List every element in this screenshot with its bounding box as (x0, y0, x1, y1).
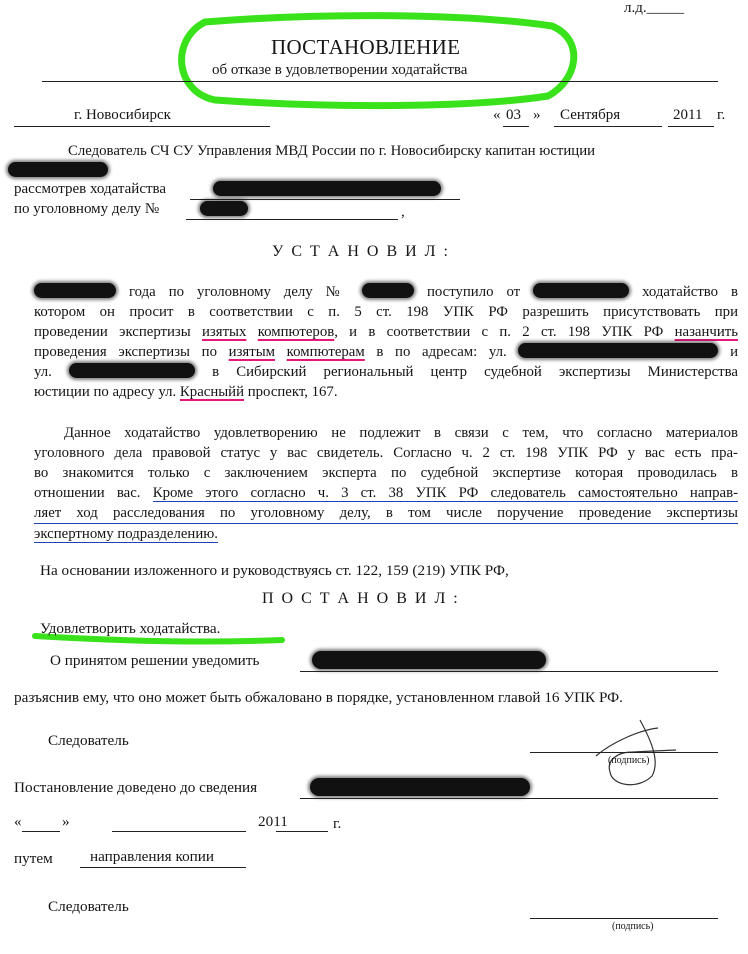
bottom-date-quote-open: « (14, 813, 22, 830)
bottom-date-day-underline (22, 831, 60, 832)
by-means-value: направления копии (90, 848, 215, 865)
redaction-notify-name (312, 651, 546, 672)
notify-underline (300, 671, 718, 672)
section-decided: П О С Т А Н О В И Л : (262, 590, 460, 607)
case-underline (186, 219, 398, 220)
by-means-label: путем (14, 850, 53, 867)
redaction-case-number-2 (362, 283, 414, 298)
date-quote-close: » (533, 107, 541, 123)
city-underline (14, 126, 270, 127)
date-year-underline (668, 126, 714, 127)
reviewed-label: рассмотрев ходатайства (14, 181, 167, 197)
case-comma: , (401, 204, 405, 220)
redaction-address-1 (518, 343, 718, 358)
redaction-address-2 (69, 363, 195, 378)
city: г. Новосибирск (74, 107, 171, 123)
section-established: У С Т А Н О В И Л : (272, 243, 450, 260)
date-day-underline (503, 126, 529, 127)
redaction-case-number (200, 201, 248, 219)
by-means-underline (80, 867, 246, 868)
signature-line-1 (530, 752, 718, 753)
bottom-date-year-underline (276, 831, 328, 832)
notify-label: О принятом решении уведомить (50, 652, 260, 669)
date-day: 03 (506, 107, 521, 123)
signature-caption-1: (подпись) (608, 755, 650, 766)
redaction-petitioner (213, 181, 441, 199)
file-reference: л.д._____ (624, 0, 685, 16)
paragraph-petition: года по уголовному делу № поступило от ходатайство в котором он просит в соответствии с п. 5 ст. 198 УПК РФ разрешить присутствовать при проведении экспертизы изятых компютеров, и в соответствии с п. 2 ст. 198 УПК РФ назанчить проведения экспертизы по изятым компютерам в по адресам: ул. и ул. в Сибирский региональный центр судебной экспертизы Министерства юстиции по адресу ул. Красныйй проспект, 167. (34, 284, 739, 400)
document-subtitle: об отказе в удовлетворении ходатайства (212, 62, 468, 78)
redaction-investigator-name (8, 162, 108, 180)
redaction-petitioner-2 (533, 283, 629, 298)
intro-line-1: Следователь СЧ СУ Управления МВД России по г. Новосибирску капитан юстиции (68, 143, 596, 159)
date-suffix: г. (717, 107, 726, 123)
case-label: по уголовному делу № (14, 201, 160, 217)
redaction-informed-name (310, 778, 530, 799)
redaction-date (34, 283, 116, 298)
investigator-label-2: Следователь (48, 898, 129, 915)
signature-caption-2: (подпись) (612, 921, 654, 932)
date-year: 2011 (673, 107, 703, 123)
title-highlight-ellipse (182, 16, 574, 106)
bottom-date-quote-close: » (62, 813, 70, 830)
date-quote-open: « (493, 107, 501, 123)
decision-text: Удовлетворить ходатайства. (40, 620, 221, 637)
reviewed-underline (190, 199, 460, 200)
paragraph-refusal-reason: Данное ходатайство удовлетворению не подлежит в связи с тем, что согласно материалов уголовного дела правовой статус у вас свидетель. Согласно ч. 2 ст. 198 УПК РФ у вас есть пра- во знакомится только с заключением эксперта по судебной экспертизе которая проводилась в отношении вас. Кроме этого согласно ч. 3 ст. 38 УПК РФ следователь самостоятельно направ- ляет ход расследования по уголовному делу, в том числе поручение проведение экспертизы экспертному подразделению. (34, 425, 739, 542)
investigator-label-1: Следователь (48, 732, 129, 749)
informed-label: Постановление доведено до сведения (14, 779, 258, 796)
date-month: Сентября (560, 107, 621, 123)
document-title: ПОСТАНОВЛЕНИЕ (271, 35, 461, 59)
bottom-date-year: 2011 (258, 813, 288, 830)
signature-line-2 (530, 918, 718, 919)
header-rule (42, 81, 718, 82)
bottom-date-month-underline (112, 831, 246, 832)
informed-underline (300, 798, 718, 799)
date-month-underline (554, 126, 662, 127)
basis-line: На основании изложенного и руководствуясь ст. 122, 159 (219) УПК РФ, (40, 562, 509, 579)
bottom-date-suffix: г. (333, 815, 342, 832)
explain-line: разъяснив ему, что оно может быть обжаловано в порядке, установленном главой 16 УПК РФ. (14, 689, 623, 706)
